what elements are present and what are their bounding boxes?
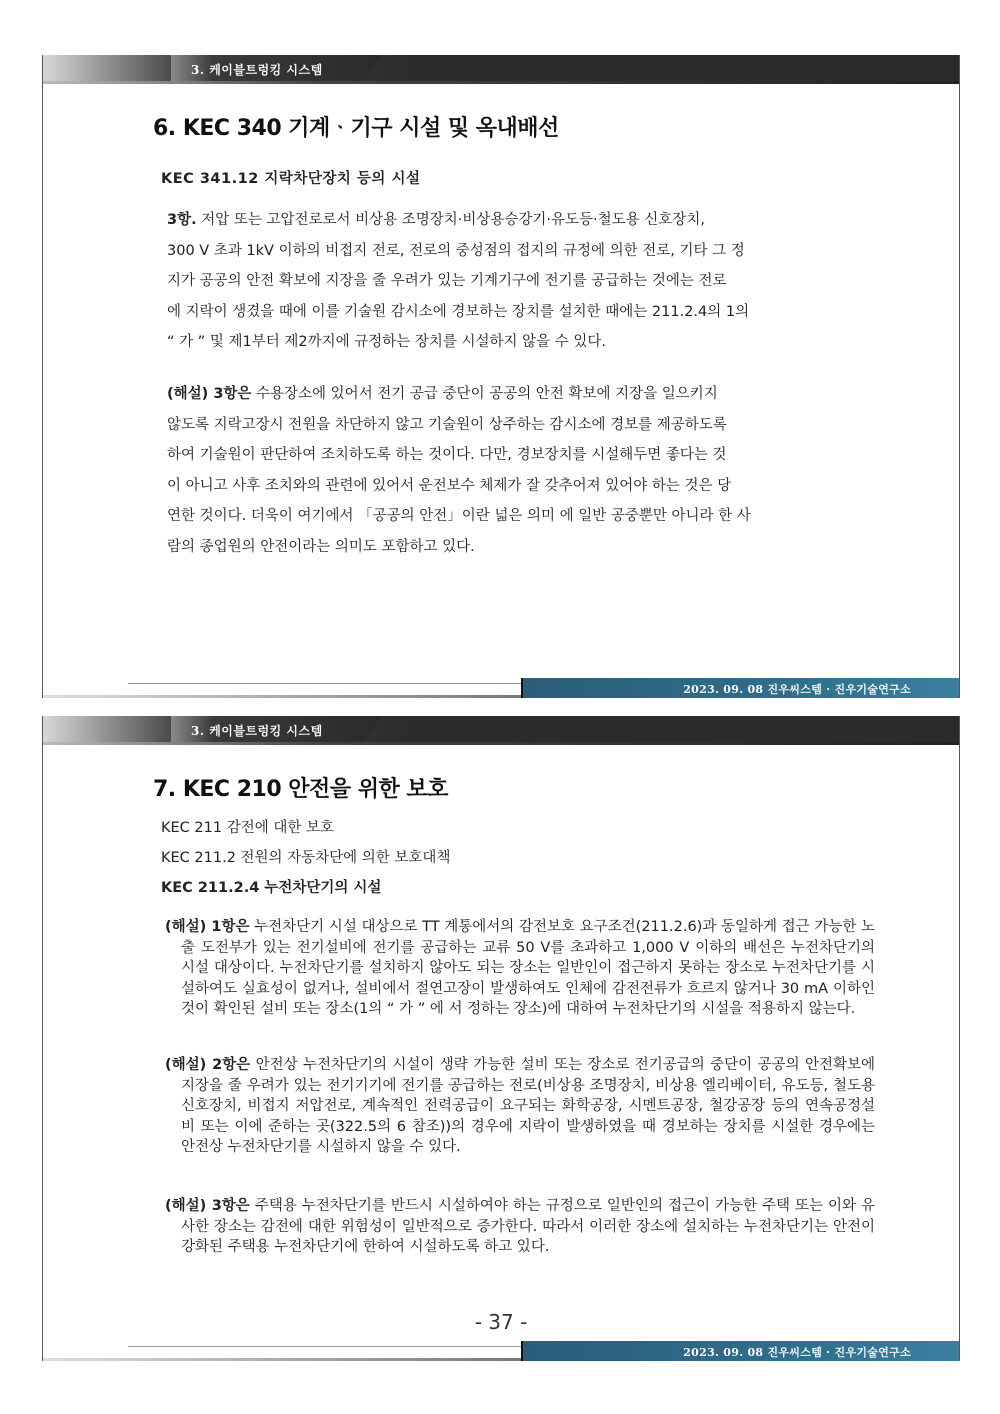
slide-footer	[43, 1341, 959, 1361]
explanation-line: 않도록 지락고장시 전원을 차단하지 않고 기술원이 상주하는 감시소에 경보를 제공하도록	[167, 416, 727, 433]
footer-text: 2023. 09. 08 진우씨스템 · 진우기술연구소	[683, 683, 911, 696]
slide-header	[43, 716, 959, 742]
slide-kec-210	[42, 716, 960, 1361]
explanation-line: (해설) 3항은 수용장소에 있어서 전기 공급 중단이 공공의 안전 확보에 지장을 일으키지	[167, 386, 718, 402]
clause-line: 300 V 초과 1kV 이하의 비접지 전로, 전로의 중성점의 접지의 규정에 의한 전로, 기타 그 정	[167, 242, 745, 259]
header-rule	[43, 742, 959, 745]
section-title: 6. KEC 340 기계ᆞ기구 시설 및 옥내배선	[153, 116, 559, 141]
slide-header	[43, 55, 959, 81]
explanation-2	[165, 1055, 875, 1158]
footer-rule	[43, 1358, 523, 1361]
chapter-title: 3. 케이블트렁킹 시스템	[191, 724, 323, 738]
footer-thin-rule	[128, 1346, 523, 1347]
clause-line: 지가 공공의 안전 확보에 지장을 줄 우려가 있는 기계기구에 전기를 공급하는 것에는 전로	[167, 273, 727, 289]
explanation-label: (해설) 2항은	[165, 1057, 251, 1073]
clause-label: 3항.	[167, 212, 197, 228]
section-title: 7. KEC 210 안전을 위한 보호	[153, 777, 448, 802]
explanation-text: 안전상 누전차단기의 시설이 생략 가능한 설비 또는 장소로 전기공급의 중단이 공공의 안전확보에 지장을 줄 우려가 있는 전기기기에 전기를 공급하는 전로(비상용 조명장치, 비상용 엘리베이터, 유도등, 철도용 신호장치, 비접지 저압전로, 계속적인 전력공급이 요구되는 화학공장, 시멘트공장, 철강공장 등의 연속공정설비 또는 이에 준하는 곳(322.5의 6 참조))의 경우에 지락이 발생하였을 때 경보하는 장치를 시설한 경우에는 안전상 누전차단기를 시설하지 않을 수 있다.	[181, 1057, 876, 1155]
explanation-line: 연한 것이다. 더욱이 여기에서 「공공의 안전」이란 넓은 의미 에 일반 공중뿐만 아니라 한 사	[167, 508, 751, 524]
slide-kec-340	[42, 55, 960, 698]
subsection-211-2-4: KEC 211.2.4 누전차단기의 시설	[161, 880, 382, 896]
explanation-label: (해설) 3항은	[165, 1198, 250, 1214]
explanation-3	[165, 1196, 875, 1258]
subsection-211: KEC 211 감전에 대한 보호	[161, 820, 334, 836]
explanation-line: 람의 종업원의 안전이라는 의미도 포함하고 있다.	[167, 538, 475, 555]
footer-text: 2023. 09. 08 진우씨스템 · 진우기술연구소	[683, 1346, 911, 1359]
footer-thin-rule	[128, 683, 523, 684]
subsection-title: KEC 341.12 지락차단장치 등의 시설	[161, 171, 421, 187]
explanation-text: 누전차단기 시설 대상으로 TT 계통에서의 감전보호 요구조건(211.2.6)과 동일하게 접근 가능한 노출 도전부가 있는 전기설비에 전기를 공급하는 교류 50 V를 초과하고 1,000 V 이하의 배선은 누전차단기의 시설 대상이다. 누전차단기를 설치하지 않아도 되는 장소는 일반인이 접근하지 못하는 장소로 누전차단기를 시설하여도 실효성이 없거나, 설비에서 절연고장이 발생하여도 인체에 감전전류가 흐르지 않거나 30 mA 이하인 것이 확인된 설비 또는 장소(1의 “ 가 ” 에 서 정하는 장소)에 대하여 누전차단기의 시설을 적용하지 않는다.	[181, 919, 876, 1017]
explanation-label: (해설) 1항은	[165, 919, 250, 935]
chapter-title: 3. 케이블트렁킹 시스템	[191, 63, 323, 77]
subsection-211-2: KEC 211.2 전원의 자동차단에 의한 보호대책	[161, 850, 451, 866]
clause-3	[167, 205, 847, 358]
explanation-label: (해설) 3항은	[167, 386, 252, 402]
explanation-1	[165, 917, 875, 1020]
footer-rule	[43, 695, 523, 698]
slide-footer	[43, 678, 959, 698]
page-number: - 37 -	[474, 1310, 528, 1334]
header-rule	[43, 81, 959, 84]
explanation-line: 하여 기술원이 판단하여 조치하도록 하는 것이다. 다만, 경보장치를 시설해두면 좋다는 것	[167, 447, 727, 463]
clause-line: 3항. 저압 또는 고압전로로서 비상용 조명장치·비상용승강기·유도등·철도용 신호장치,	[167, 212, 705, 228]
explanation-line: 이 아니고 사후 조치와의 관련에 있어서 운전보수 체제가 잘 갖추어져 있어야 하는 것은 당	[167, 477, 732, 494]
clause-line: 에 지락이 생겼을 때에 이를 기술원 감시소에 경보하는 장치를 설치한 때에는 211.2.4의 1의	[167, 303, 750, 320]
explanation-3	[167, 379, 847, 562]
explanation-text: 주택용 누전차단기를 반드시 시설하여야 하는 규정으로 일반인의 접근이 가능한 주택 또는 이와 유사한 장소는 감전에 대한 위험성이 일반적으로 증가한다. 따라서 이러한 장소에 설치하는 누전차단기는 안전이 강화된 주택용 누전차단기에 한하여 시설하도록 하고 있다.	[181, 1198, 876, 1255]
clause-line: “ 가 ” 및 제1부터 제2까지에 규정하는 장치를 시설하지 않을 수 있다.	[167, 334, 606, 350]
